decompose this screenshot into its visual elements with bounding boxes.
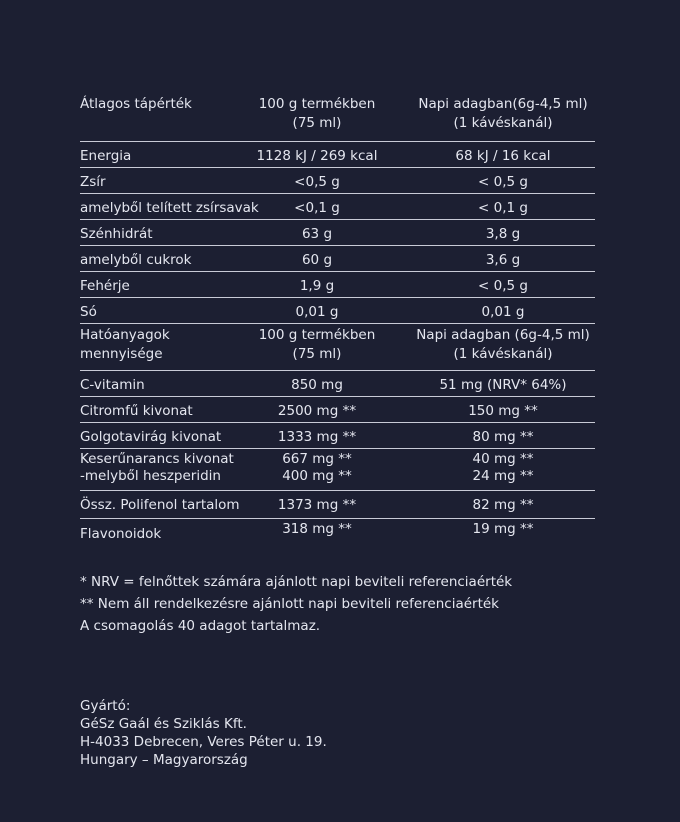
row-per-serving: 3,6 g — [485, 252, 521, 268]
row-label: amelyből cukrok — [80, 252, 192, 268]
row-per-serving: 40 mg ** 24 mg ** — [472, 451, 534, 484]
table-row — [80, 246, 595, 272]
row-label: Össz. Polifenol tartalom — [80, 497, 240, 513]
table-row — [80, 491, 595, 519]
row-per100: 0,01 g — [295, 304, 339, 320]
footnotes — [80, 571, 512, 637]
table-row — [80, 168, 595, 194]
nutrition-table — [80, 92, 595, 549]
header-per100: 100 g termékben (75 ml) — [258, 96, 376, 131]
row-per-serving: 19 mg ** — [472, 521, 534, 537]
row-per100: 63 g — [301, 226, 333, 242]
table-row — [80, 371, 595, 397]
row-per100: 850 mg — [291, 377, 343, 393]
row-per100: 1128 kJ / 269 kcal — [256, 148, 378, 164]
row-per100: <0,5 g — [294, 174, 340, 190]
nrv-note: * NRV = felnőttek számára ajánlott napi beviteli referenciaérték — [80, 574, 513, 590]
row-label: Só — [80, 304, 97, 320]
table-row — [80, 423, 595, 449]
header-label: Átlagos tápérték — [80, 96, 192, 112]
row-label: Golgotavirág kivonat — [80, 429, 222, 445]
no-reference-note: ** Nem áll rendelkezésre ajánlott napi beviteli referenciaérték — [80, 596, 500, 612]
row-per100: 667 mg ** 400 mg ** — [282, 451, 352, 484]
row-label: amelyből telített zsírsavak — [80, 200, 259, 216]
manufacturer-country: Hungary – Magyarország — [80, 752, 248, 768]
header2-per100: 100 g termékben (75 ml) — [258, 327, 376, 362]
manufacturer-heading: Gyártó: — [80, 698, 131, 714]
row-label: Flavonoidok — [80, 526, 162, 542]
header-per-serving: Napi adagban(6g-4,5 ml) (1 kávéskanál) — [418, 96, 588, 131]
row-label: Citromfű kivonat — [80, 403, 193, 419]
row-per100: 60 g — [301, 252, 333, 268]
table-row — [80, 298, 595, 324]
table-row-double — [80, 449, 595, 491]
row-label: C-vitamin — [80, 377, 145, 393]
row-label: Keserűnarancs kivonat -melyből heszperidin — [80, 451, 234, 484]
row-label: Fehérje — [80, 278, 130, 294]
row-per100: 2500 mg ** — [277, 403, 357, 419]
row-per-serving: < 0,1 g — [478, 200, 528, 216]
table-row — [80, 194, 595, 220]
row-per100: 318 mg ** — [282, 521, 352, 537]
row-per-serving: 3,8 g — [485, 226, 521, 242]
table-header — [80, 92, 595, 142]
row-per100: 1373 mg ** — [277, 497, 357, 513]
row-label: Szénhidrát — [80, 226, 153, 242]
manufacturer-info — [80, 697, 327, 769]
row-per-serving: < 0,5 g — [478, 278, 528, 294]
manufacturer-name: GéSz Gaál és Sziklás Kft. — [80, 716, 247, 732]
row-per100: <0,1 g — [294, 200, 340, 216]
table-row — [80, 220, 595, 246]
manufacturer-address: H-4033 Debrecen, Veres Péter u. 19. — [80, 734, 327, 750]
table-row — [80, 272, 595, 298]
row-per-serving: 80 mg ** — [472, 429, 534, 445]
table-row — [80, 142, 595, 168]
row-per-serving: 0,01 g — [481, 304, 525, 320]
row-per-serving: 68 kJ / 16 kcal — [455, 148, 551, 164]
package-note: A csomagolás 40 adagot tartalmaz. — [80, 618, 321, 634]
table-row — [80, 397, 595, 423]
table-row — [80, 519, 595, 549]
header2-label: Hatóanyagok mennyisége — [80, 327, 170, 362]
row-per-serving: 82 mg ** — [472, 497, 534, 513]
row-per-serving: 51 mg (NRV* 64%) — [439, 377, 567, 393]
row-per100: 1,9 g — [299, 278, 335, 294]
row-per-serving: 150 mg ** — [468, 403, 538, 419]
row-label: Energia — [80, 148, 132, 164]
row-per-serving: < 0,5 g — [478, 174, 528, 190]
header2-per-serving: Napi adagban (6g-4,5 ml) (1 kávéskanál) — [416, 327, 590, 362]
active-ingredients-header — [80, 324, 595, 371]
row-per100: 1333 mg ** — [277, 429, 357, 445]
row-label: Zsír — [80, 174, 106, 190]
